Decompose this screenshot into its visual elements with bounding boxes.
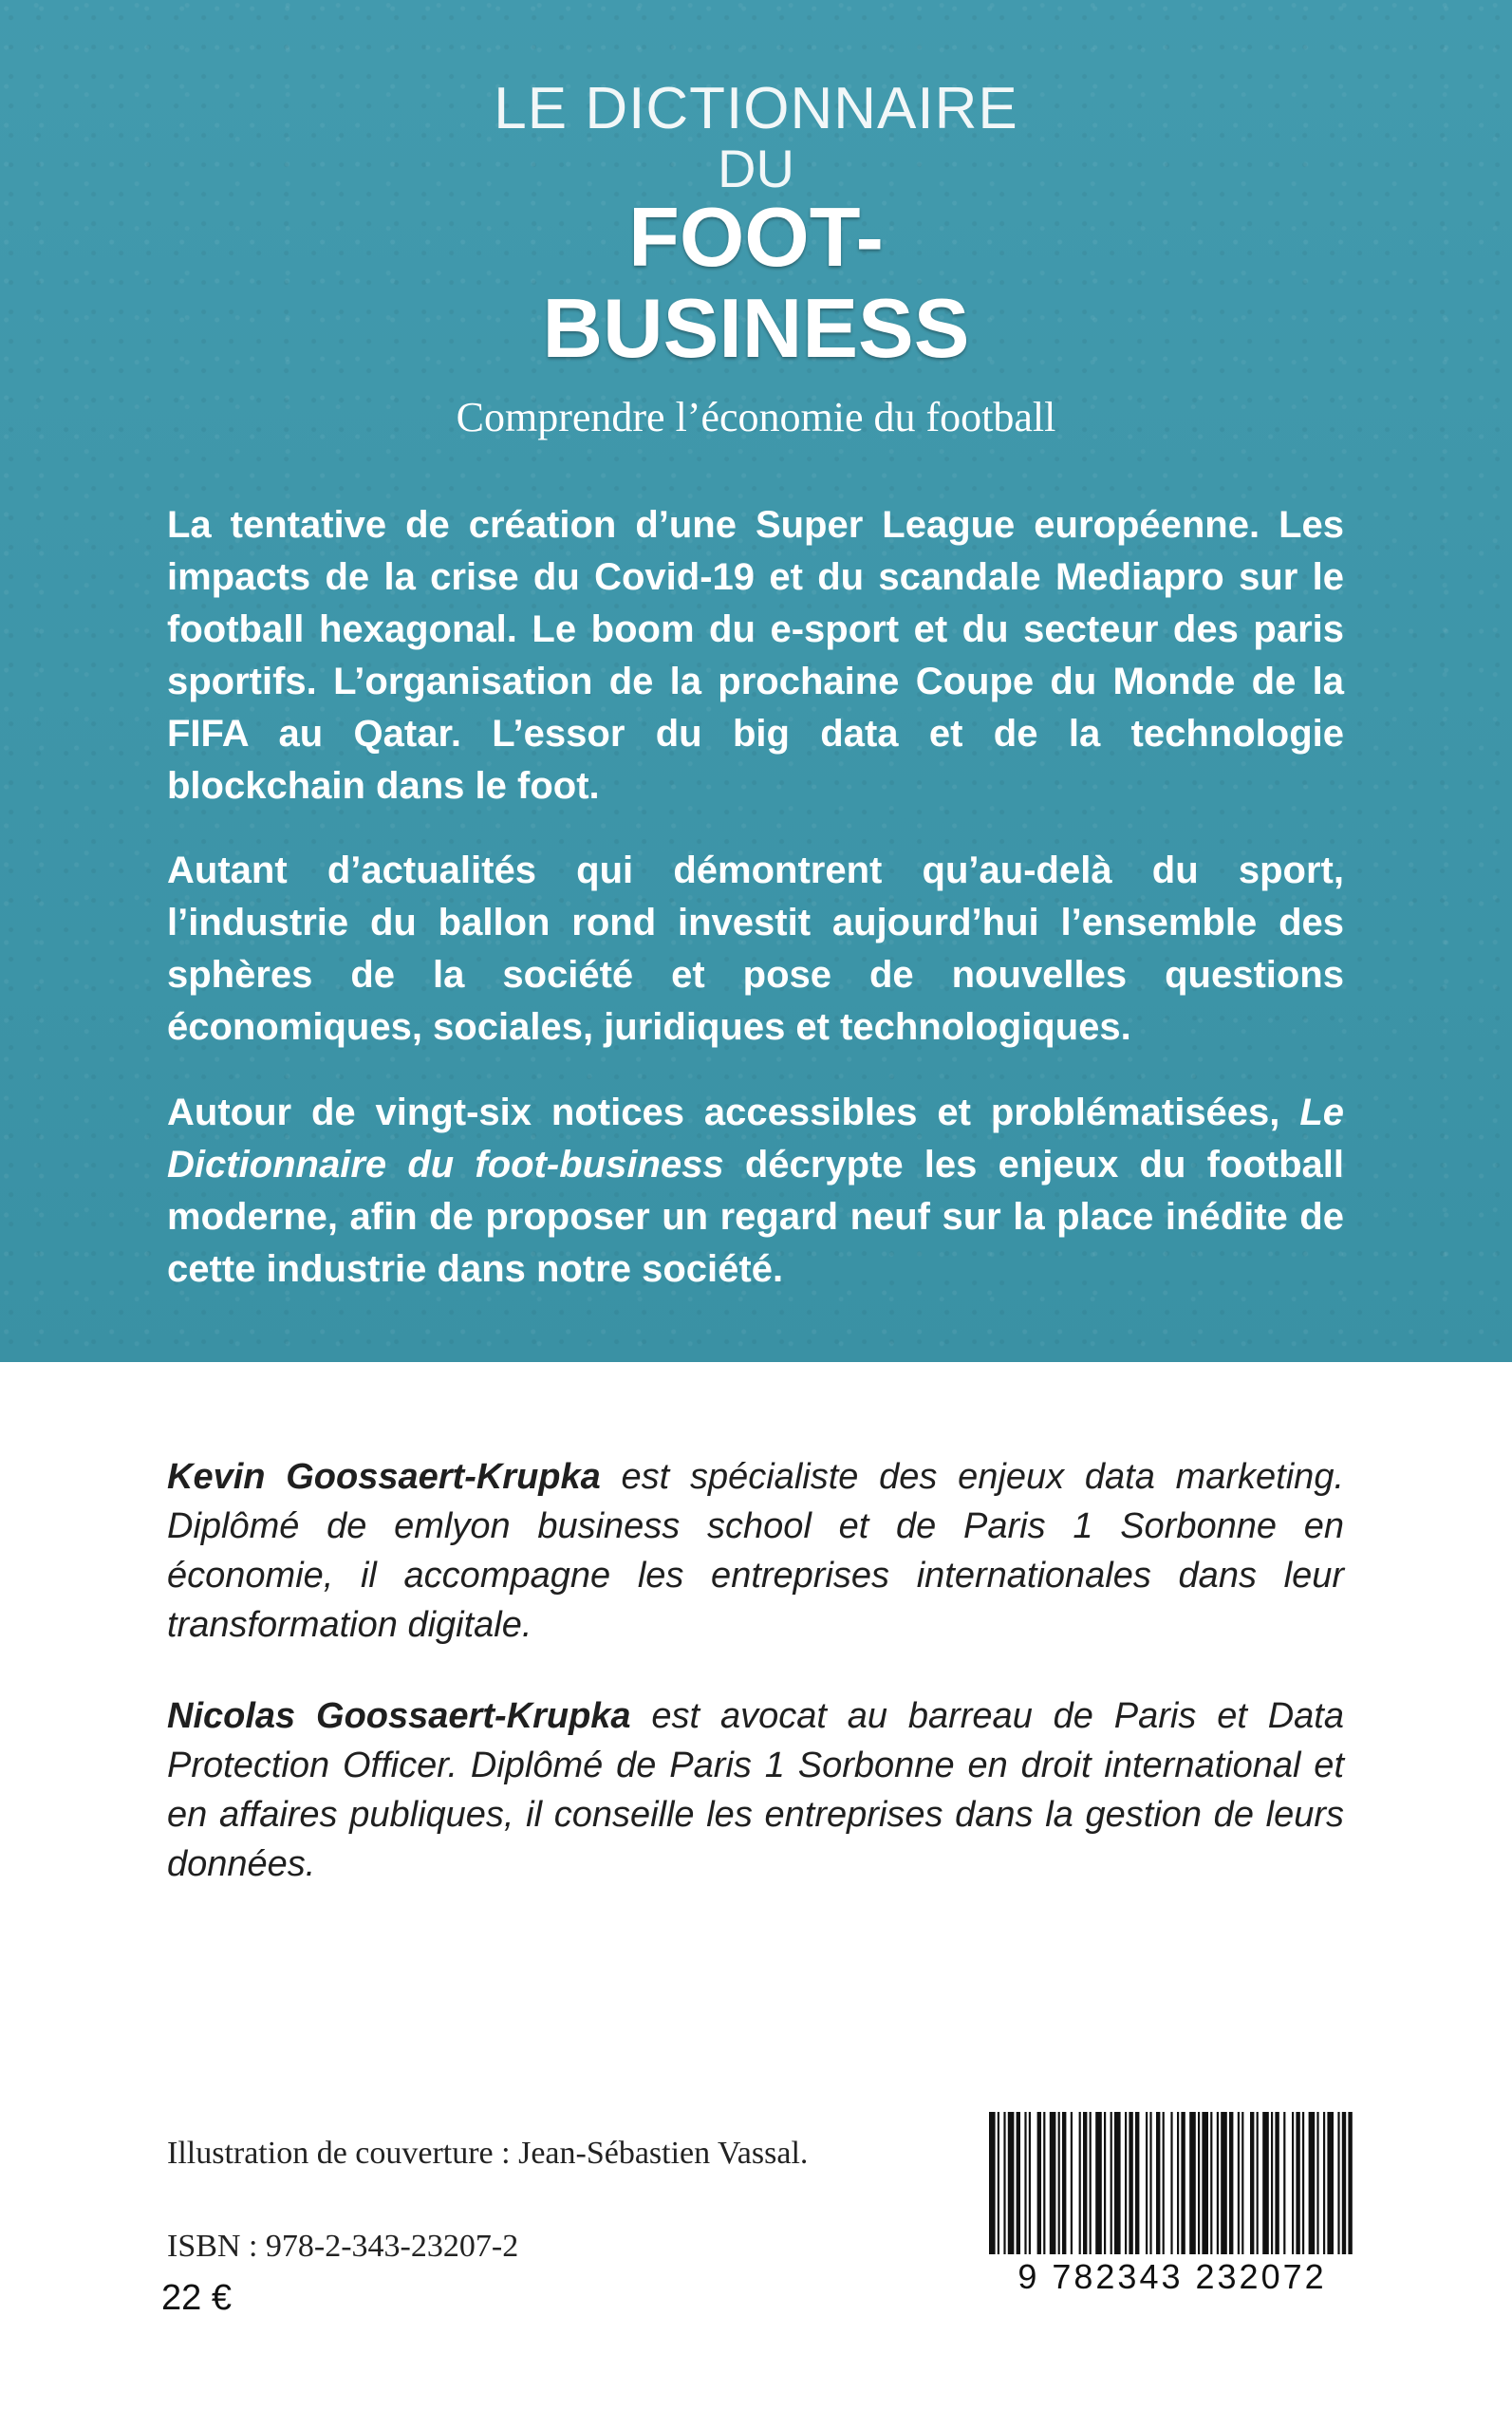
barcode-bar xyxy=(1170,2112,1172,2254)
author-name-2: Nicolas Goossaert-Krupka xyxy=(167,1696,631,1736)
book-title xyxy=(0,192,1512,374)
author-bio-text-1: est spécialiste des enjeux data marketing. Diplômé de emlyon business school et de Paris 1 Sorbonne en économie, il accompagne les entreprises internationales dans leur transformation digitale. xyxy=(167,1457,1345,1645)
book-title-line-2: BUSINESS xyxy=(542,281,970,375)
barcode-bar xyxy=(1229,2112,1233,2254)
barcode-bar xyxy=(1221,2112,1227,2254)
barcode-bar xyxy=(1008,2112,1015,2254)
barcode-bar xyxy=(1271,2112,1273,2254)
barcode-bar xyxy=(1342,2112,1346,2254)
barcode-bar xyxy=(1079,2112,1081,2254)
barcode-bar xyxy=(1050,2112,1056,2254)
barcode-bar xyxy=(1062,2112,1066,2254)
barcode-bar xyxy=(1037,2112,1041,2254)
barcode-bar xyxy=(1323,2112,1325,2254)
author-bio-text-2: est avocat au barreau de Paris et Data Protection Officer. Diplômé de Paris 1 Sorbonne en droit international et en affaires publiques, il conseille les entreprises dans la gestion de leurs données. xyxy=(167,1696,1344,1884)
barcode-bar xyxy=(1071,2112,1073,2254)
barcode-icon xyxy=(985,2112,1355,2330)
barcode-bar xyxy=(1024,2112,1026,2254)
barcode-bar xyxy=(1327,2112,1334,2254)
barcode-bar xyxy=(1238,2112,1240,2254)
barcode-bar xyxy=(1043,2112,1045,2254)
barcode-bar xyxy=(1104,2112,1106,2254)
barcode-bar xyxy=(998,2112,999,2254)
barcode-bar xyxy=(1111,2112,1112,2254)
title-connector: DU xyxy=(718,139,794,198)
series-title: LE DICTIONNAIRE xyxy=(494,76,1018,141)
blurb-paragraph-1: La tentative de création d’une Super League européenne. Les impacts de la crise du Covid-19 et du scandale Mediapro sur le football hexagonal. Le boom du e-sport et du secteur des paris sportifs. L’organisation de la prochaine Coupe du Monde de la FIFA au Qatar. L’essor du big data et de la technologie blockchain dans le foot. xyxy=(167,504,1344,807)
isbn-number: ISBN : 978-2-343-23207-2 xyxy=(167,2229,519,2264)
author-name-1: Kevin Goossaert-Krupka xyxy=(167,1457,601,1497)
barcode-bar xyxy=(1029,2112,1031,2254)
barcode-bar xyxy=(1250,2112,1254,2254)
barcode-bar xyxy=(1156,2112,1160,2254)
barcode-bar xyxy=(1114,2112,1121,2254)
barcode-bar xyxy=(1283,2112,1285,2254)
barcode-bar xyxy=(1083,2112,1087,2254)
price-label: 22 € xyxy=(161,2278,232,2318)
barcode-bar xyxy=(1017,2112,1020,2254)
book-title-line-1: FOOT- xyxy=(628,190,884,284)
barcode-bar xyxy=(1177,2112,1179,2254)
barcode-bar xyxy=(1292,2112,1294,2254)
barcode-bar xyxy=(1003,2112,1005,2254)
barcode-bar xyxy=(1262,2112,1269,2254)
barcode-bar xyxy=(1316,2112,1318,2254)
author-bio-1 xyxy=(167,1452,1344,1650)
barcode-bar xyxy=(1125,2112,1127,2254)
barcode-bars xyxy=(985,2112,1355,2254)
illustration-credit: Illustration de couverture : Jean-Sébastien Vassal. xyxy=(167,2136,809,2171)
barcode-bar xyxy=(1181,2112,1185,2254)
barcode-bar xyxy=(1198,2112,1200,2254)
barcode-bar xyxy=(1275,2112,1279,2254)
blurb-book-title: Le Dictionnaire du foot-business xyxy=(167,1092,1344,1186)
blurb-paragraph-3-start: Autour de vingt-six notices accessibles et problématisées, xyxy=(167,1092,1300,1133)
barcode-bar xyxy=(1146,2112,1148,2254)
barcode-bar xyxy=(1090,2112,1092,2254)
barcode-bar xyxy=(1348,2112,1352,2254)
blurb-paragraph-2: Autant d’actualités qui démontrent qu’au-delà du sport, l’industrie du ballon rond investit aujourd’hui l’ensemble des sphères de la société et pose de nouvelles questions économiques, sociales, juridiques et technologiques. xyxy=(167,850,1344,1048)
author-bio-2 xyxy=(167,1691,1344,1889)
barcode-bar xyxy=(1149,2112,1151,2254)
barcode-bar xyxy=(1210,2112,1212,2254)
barcode-bar xyxy=(1058,2112,1060,2254)
barcode-bar xyxy=(989,2112,996,2254)
barcode-bar xyxy=(1217,2112,1219,2254)
barcode-digits: 9 782343 232072 xyxy=(987,2257,1357,2297)
barcode-bar xyxy=(1257,2112,1259,2254)
book-subtitle: Comprendre l’économie du football xyxy=(456,394,1056,440)
barcode-bar xyxy=(1163,2112,1165,2254)
barcode-bar xyxy=(1241,2112,1243,2254)
blurb-paragraph-3 xyxy=(167,1087,1344,1296)
blurb-paragraph-3-end: décrypte les enjeux du football moderne, afin de proposer un regard neuf sur la place inédite de cette industrie dans notre société. xyxy=(167,1144,1344,1290)
barcode-bar xyxy=(1302,2112,1304,2254)
barcode-bar xyxy=(1095,2112,1102,2254)
barcode-bar xyxy=(1337,2112,1339,2254)
barcode-bar xyxy=(1309,2112,1316,2254)
barcode-bar xyxy=(1296,2112,1299,2254)
barcode-bar xyxy=(1202,2112,1208,2254)
barcode-bar xyxy=(1129,2112,1132,2254)
barcode-bar xyxy=(1189,2112,1196,2254)
barcode-bar xyxy=(1135,2112,1139,2254)
